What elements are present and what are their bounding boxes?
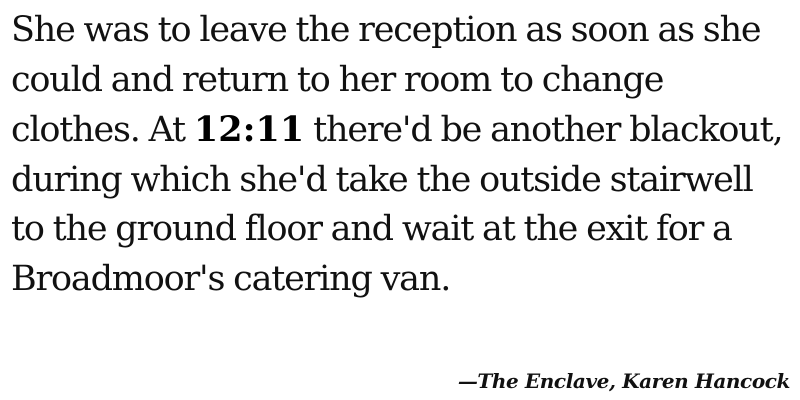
quote-line-6: Broadmoor's catering van. <box>11 258 451 299</box>
attribution <box>458 368 790 394</box>
quote-line-3-end: there'd be another blackout, <box>304 110 783 150</box>
quote-line-4: during which she'd take the outside stairwell <box>11 159 753 200</box>
quote-line-3 <box>11 105 791 156</box>
author-name: Karen Hancock <box>622 369 790 393</box>
quote-line-2: could and return to her room to change <box>11 59 664 100</box>
quote-line-1: She was to leave the reception as soon as she <box>11 10 761 50</box>
quote-passage <box>11 6 791 304</box>
book-title: The Enclave <box>477 369 609 393</box>
attribution-dash: — <box>457 369 478 393</box>
quote-line-5: to the ground floor and wait at the exit for a <box>11 209 732 249</box>
attribution-separator: , <box>609 369 623 393</box>
quote-line-3-start: clothes. At <box>11 110 194 150</box>
highlighted-time: 12:11 <box>193 109 305 150</box>
